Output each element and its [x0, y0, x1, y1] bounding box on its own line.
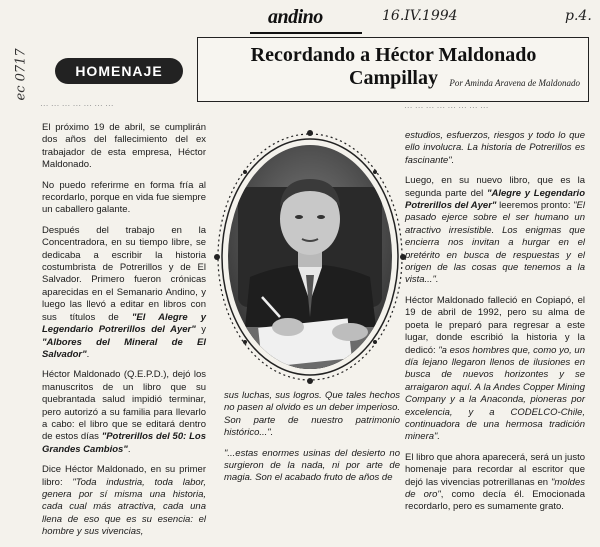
portrait-svg — [210, 127, 410, 387]
column-left — [42, 122, 206, 547]
bleed-through: ⋯ ⋯ ⋯ ⋯ ⋯ ⋯ ⋯ — [40, 100, 114, 110]
paragraph-text: Luego, en su nuevo libro, que es la segunda parte del — [405, 175, 585, 199]
bleed-through: ⋯ ⋯ ⋯ ⋯ ⋯ ⋯ ⋯ ⋯ — [404, 102, 489, 112]
masthead: andino — [268, 6, 323, 28]
paragraph-text: Héctor Maldonado falleció en Copiapó, el 19 de abril de 1992, pero su alma de poeta le preparó para regresar a este lugar, donde escribió la historia y la dedicó: — [405, 294, 585, 356]
quote: sus luchas, sus logros. Que tales hechos no pasen al olvido es un deber imperioso. Son parte de nuestro patrimonio histórico...". — [224, 390, 400, 439]
paragraph — [224, 448, 400, 485]
paragraph — [405, 452, 585, 514]
paragraph — [224, 390, 400, 440]
quote: "moldes de oro" — [405, 476, 585, 500]
paragraph: El próximo 19 de abril, se cumplirán dos años del fallecimiento del ex trabajador de esta empresa, Héctor Maldonado. — [42, 122, 206, 171]
quote: "El pasado ejerce sobre el ser humano un atractivo irresistible. Los enigmas que encierra nos invitan a hurgar en el pretérito en busca de respuestas y el origen de las cosas que tenemos a la vista...". — [405, 200, 585, 286]
paragraph-text: Dice Héctor Maldonado, en su primer libro: — [42, 464, 206, 488]
paragraph — [405, 175, 585, 287]
handwritten-date: 16.IV.1994 — [382, 8, 458, 24]
paragraph — [405, 130, 585, 167]
masthead-rule — [250, 32, 362, 34]
paragraph-text: El libro que ahora aparecerá, será un justo homenaje para recordar al escritor que dejó las vivencias potrerillanas en — [405, 451, 585, 488]
paragraph — [405, 295, 585, 444]
quote: estudios, esfuerzos, riesgos y todo lo que ello involucra. La historia de Potrerillos es fascinante". — [405, 130, 585, 166]
paragraph-text: , como decía él. Emocionada recordarlo, pero es sumamente grato. — [405, 488, 585, 513]
section-badge: HOMENAJE — [55, 58, 183, 84]
paragraph-text: leeremos pronto: — [496, 200, 574, 212]
paragraph: No puedo referirme en forma fría al recordarlo, porque en vida fue siempre un caballero galante. — [42, 179, 206, 216]
quote: "Toda industria, toda labor, genera por sí misma una historia, cada cual más atractiva, cada una llena de eso que es su esencia: el hombre y sus vivencias, — [42, 476, 206, 538]
quote: "a esos hombres que, como yo, un día lejano llegaron llenos de ilusiones en busca de nuevos horizontes y se arraigaron aquí. A la Andes Copper Mining Company y a la Anaconda, pioneras por excelencia, y a CODELCO-Chile, continuadora de una hermosa tradición minera". — [405, 344, 585, 443]
paragraph-text: Después del trabajo en la Concentradora, en su tiempo libre, se dedicaba a escribir la historia costumbrista de Potrerillos y de El Salvador. Primero fueron crónicas aparecidas en el Semanario Andino, y luego las llevó a editar en libros con sus títulos de — [42, 224, 206, 323]
paragraph-text: Héctor Maldonado (Q.E.P.D.), dejó los manuscritos de un libro que su quebrantada salud impidió terminar, pero autorizó a su familia para llevarlo a cabo: el libro que se editará dentro de estos días — [42, 369, 206, 443]
book-title: "Potrerillos del 50: Los Grandes Cambios" — [42, 431, 206, 455]
quote: "...estas enormes usinas del desierto no surgieron de la nada, ni por arte de magia. Son el acabado fruto de años de — [224, 447, 400, 484]
column-right — [405, 130, 585, 522]
paragraph: Después del trabajo en la Concentradora, en su tiempo libre, se dedicaba a escribir la historia costumbrista de Potrerillos y de El Salvador. Primero fueron crónicas aparecidas en el Semanario Andino, y luego las llevó a editar en libros con sus títulos de "El Alegre y Legendario Potrerillos del Ayer" y "Albores del Mineral de El Salvador". — [42, 224, 206, 360]
book-title: "Alegre y Legendario Potrerillos del Ayer" — [405, 187, 586, 212]
connector: y — [195, 324, 206, 336]
paragraph — [42, 464, 206, 538]
article-byline: Por Aminda Aravena de Maldonado — [449, 78, 580, 88]
article-title: Recordando a Héctor Maldonado Campillay — [250, 44, 537, 89]
portrait-photo — [210, 127, 410, 387]
paragraph: Héctor Maldonado (Q.E.P.D.), dejó los manuscritos de un libro que su quebrantada salud impidió terminar, pero autorizó a su familia para llevarlo a cabo: el libro que se editará dentro de estos días "Potrerillos del 50: Los Grandes Cambios". — [42, 369, 206, 455]
book-title: "Albores del Mineral de El Salvador" — [42, 336, 206, 360]
column-middle — [224, 390, 400, 493]
handwritten-page: p.4. — [565, 8, 592, 24]
archive-mark: ec 0717 — [13, 48, 29, 101]
book-title: "El Alegre y Legendario Potrerillos del Ayer" — [42, 311, 206, 336]
